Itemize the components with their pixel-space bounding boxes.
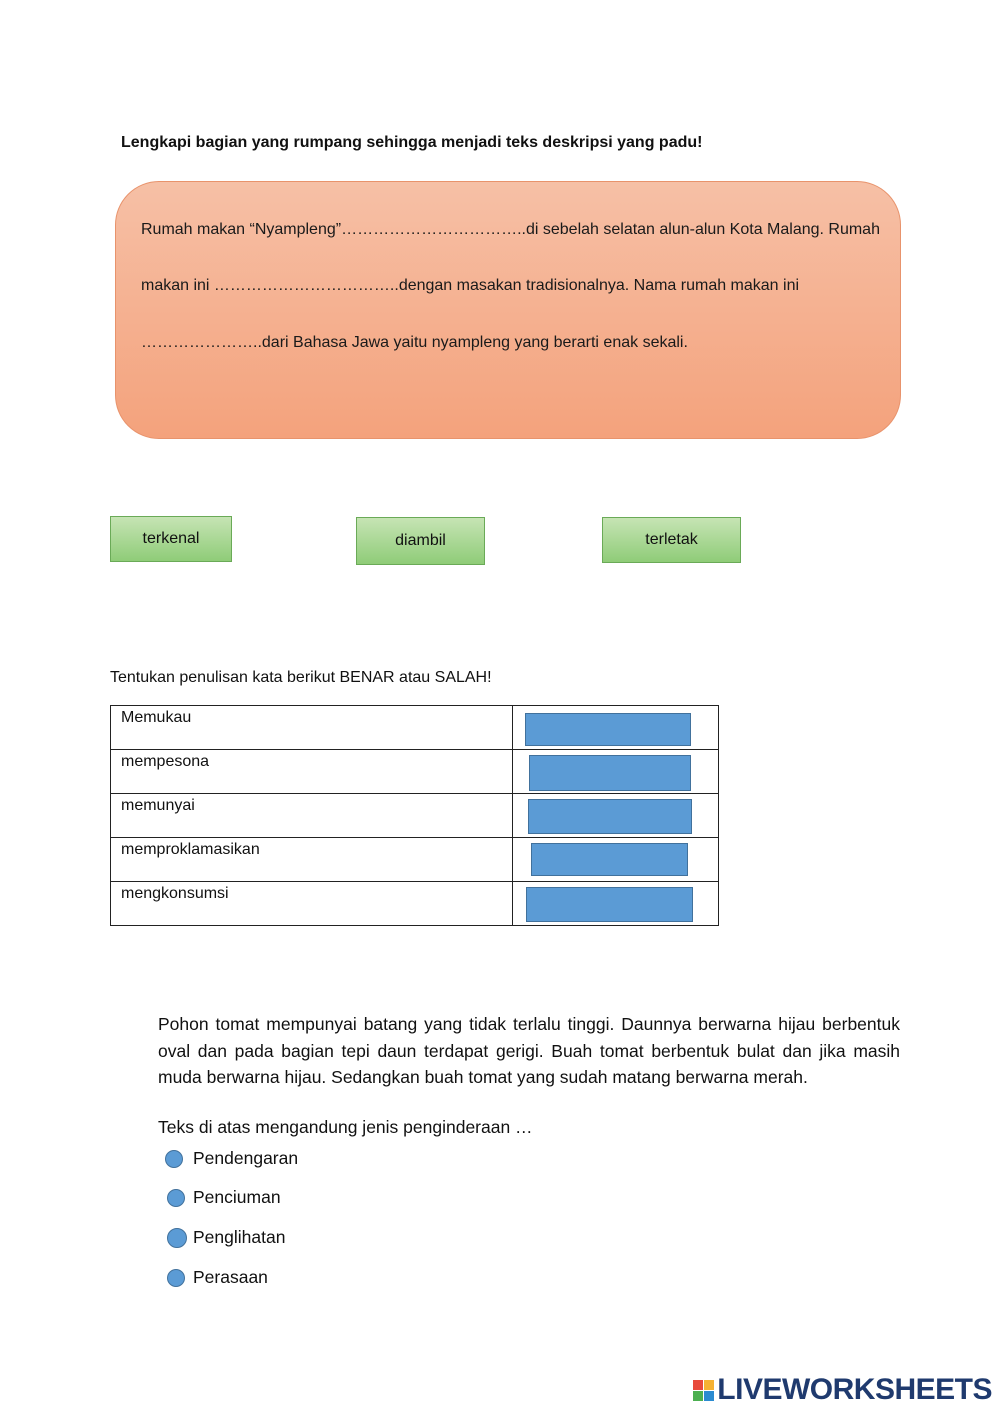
- passage-line-3: …………………..dari Bahasa Jawa yaitu nyampleng yang berarti enak sekali.: [141, 334, 688, 351]
- answer-dropdown-3[interactable]: [528, 799, 692, 834]
- word-cell: Memukau: [111, 706, 513, 750]
- table-row: [111, 706, 719, 750]
- option-label: Penciuman: [193, 1187, 281, 1207]
- word-chip-terkenal[interactable]: terkenal: [110, 516, 232, 562]
- word-cell: memproklamasikan: [111, 838, 513, 882]
- word-cell: mengkonsumsi: [111, 882, 513, 926]
- passage-box: [115, 181, 901, 439]
- instruction-fill-blank: Lengkapi bagian yang rumpang sehingga menjadi teks deskripsi yang padu!: [121, 134, 703, 151]
- option-penciuman[interactable]: [165, 1187, 281, 1208]
- word-chip-terletak[interactable]: terletak: [602, 517, 741, 563]
- question-text: Teks di atas mengandung jenis penginderaan …: [158, 1117, 533, 1137]
- option-label: Pendengaran: [193, 1148, 299, 1168]
- radio-button[interactable]: [165, 1150, 183, 1168]
- table-row: [111, 838, 719, 882]
- brand-name: LIVEWORKSHEETS: [717, 1373, 992, 1406]
- answer-dropdown-4[interactable]: [531, 843, 688, 876]
- word-table: [110, 705, 719, 926]
- option-label: Penglihatan: [193, 1227, 286, 1247]
- instruction-true-false: Tentukan penulisan kata berikut BENAR atau SALAH!: [110, 669, 492, 686]
- word-cell: mempesona: [111, 750, 513, 794]
- table-row: [111, 794, 719, 838]
- answer-dropdown-5[interactable]: [526, 887, 693, 922]
- brand-mark-icon: [693, 1380, 714, 1401]
- option-perasaan[interactable]: [165, 1267, 268, 1288]
- answer-dropdown-2[interactable]: [529, 755, 691, 791]
- option-label: Perasaan: [193, 1267, 268, 1287]
- brand-logo: [693, 1373, 992, 1407]
- radio-button[interactable]: [167, 1228, 187, 1248]
- answer-dropdown-1[interactable]: [525, 713, 691, 746]
- option-penglihatan[interactable]: [165, 1227, 285, 1248]
- radio-button[interactable]: [167, 1189, 185, 1207]
- radio-button[interactable]: [167, 1269, 185, 1287]
- tomato-passage: Pohon tomat mempunyai batang yang tidak terlalu tinggi. Daunnya berwarna hijau berbentuk oval dan pada bagian tepi daun terdapat gerigi. Buah tomat berbentuk bulat dan jika masih muda berwarna hijau. Sedangkan buah tomat yang sudah matang berwarna merah.: [158, 1014, 900, 1087]
- word-chip-diambil[interactable]: diambil: [356, 517, 485, 565]
- table-row: [111, 750, 719, 794]
- word-cell: memunyai: [111, 794, 513, 838]
- passage-line-2: makan ini ……………………………..dengan masakan tradisionalnya. Nama rumah makan ini: [141, 277, 800, 294]
- option-pendengaran[interactable]: [165, 1148, 298, 1169]
- passage-line-1: Rumah makan “Nyampleng”……………………………..di sebelah selatan alun-alun Kota Malang. Rumah: [141, 221, 880, 238]
- table-row: [111, 882, 719, 926]
